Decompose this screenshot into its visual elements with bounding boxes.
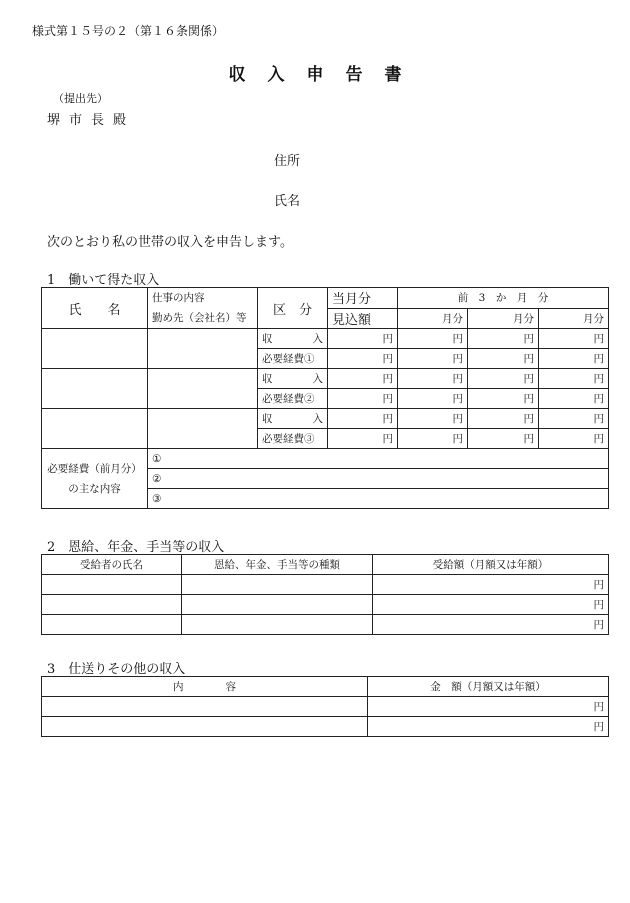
intro-text: 次のとおり私の世帯の収入を申告します。: [47, 235, 293, 250]
amount-cell[interactable]: 円: [539, 409, 609, 429]
kind-cell[interactable]: [182, 575, 373, 595]
amount-cell[interactable]: 円: [328, 389, 398, 409]
table-row: [42, 697, 609, 717]
table-row: [42, 449, 609, 469]
person-name-cell[interactable]: [42, 369, 148, 409]
expense-note-line-1: 必要経費（前月分）: [47, 462, 142, 475]
amount-cell[interactable]: 円: [539, 349, 609, 369]
recipient-cell[interactable]: [42, 575, 182, 595]
col-current-header-1: 当月分: [328, 288, 398, 309]
work-income-table: [41, 287, 609, 509]
section1-heading: 1 働いて得た収入: [47, 273, 160, 288]
income-label: 収 入: [258, 329, 328, 349]
expense-label: 必要経費②: [258, 389, 328, 409]
amount-cell[interactable]: 円: [398, 349, 468, 369]
form-number: 様式第１５号の２（第１６条関係）: [32, 24, 225, 38]
col-amount-header: 受給額（月額又は年額）: [373, 555, 609, 575]
amount-cell[interactable]: 円: [368, 697, 609, 717]
amount-cell[interactable]: 円: [468, 369, 539, 389]
recipient-cell[interactable]: [42, 615, 182, 635]
expense-label: 必要経費③: [258, 429, 328, 449]
table-row: [42, 369, 609, 389]
expense-note-cell[interactable]: ①: [148, 449, 609, 469]
expense-note-cell[interactable]: ②: [148, 469, 609, 489]
section3-heading: 3 仕送りその他の収入: [47, 662, 186, 677]
month-label: 月分: [398, 308, 468, 329]
col-recipient-header: 受給者の氏名: [42, 555, 182, 575]
month-label: 月分: [468, 308, 539, 329]
amount-cell[interactable]: 円: [368, 717, 609, 737]
expense-note-cell[interactable]: ③: [148, 489, 609, 509]
amount-cell[interactable]: 円: [328, 349, 398, 369]
expense-label: 必要経費①: [258, 349, 328, 369]
job-cell[interactable]: [148, 409, 258, 449]
content-cell[interactable]: [42, 717, 368, 737]
amount-cell[interactable]: 円: [468, 349, 539, 369]
table-row: [42, 409, 609, 429]
col-job-header-2: 勤め先（会社名）等: [152, 312, 247, 324]
table-row: [42, 329, 609, 349]
pension-table: [41, 554, 609, 635]
expense-note-label: [42, 449, 148, 509]
table-row: [42, 575, 609, 595]
amount-cell[interactable]: 円: [328, 429, 398, 449]
amount-cell[interactable]: 円: [398, 369, 468, 389]
page-title: 収入申告書: [228, 65, 424, 85]
addressee: 堺市長殿: [47, 113, 136, 128]
kind-cell[interactable]: [182, 615, 373, 635]
amount-cell[interactable]: 円: [373, 615, 609, 635]
income-label: 収 入: [258, 369, 328, 389]
col-current-header-2: 見込額: [328, 308, 398, 329]
amount-cell[interactable]: 円: [539, 429, 609, 449]
table-row: [42, 595, 609, 615]
content-cell[interactable]: [42, 697, 368, 717]
col-name-header: 氏 名: [42, 288, 148, 329]
amount-cell[interactable]: 円: [398, 329, 468, 349]
amount-cell[interactable]: 円: [373, 595, 609, 615]
table-row: [42, 717, 609, 737]
col-type-header: 区 分: [258, 288, 328, 329]
job-cell[interactable]: [148, 329, 258, 369]
amount-cell[interactable]: 円: [328, 329, 398, 349]
addressee-label: （提出先）: [53, 92, 108, 105]
person-name-cell[interactable]: [42, 409, 148, 449]
amount-cell[interactable]: 円: [468, 389, 539, 409]
income-label: 収 入: [258, 409, 328, 429]
col-content-header: 内 容: [42, 677, 368, 697]
amount-cell[interactable]: 円: [539, 329, 609, 349]
col-job-header-1: 仕事の内容: [152, 292, 205, 304]
month-label: 月分: [539, 308, 609, 329]
col-kind-header: 恩給、年金、手当等の種類: [182, 555, 373, 575]
col-amount-header: 金 額（月額又は年額）: [368, 677, 609, 697]
amount-cell[interactable]: 円: [539, 369, 609, 389]
col-job-header: [148, 288, 258, 329]
other-income-table: [41, 676, 609, 737]
amount-cell[interactable]: 円: [468, 429, 539, 449]
amount-cell[interactable]: 円: [328, 409, 398, 429]
recipient-cell[interactable]: [42, 595, 182, 615]
table-row: [42, 615, 609, 635]
amount-cell[interactable]: 円: [539, 389, 609, 409]
col-prev-header: 前 3 か 月 分: [398, 288, 609, 309]
section2-heading: 2 恩給、年金、手当等の収入: [47, 540, 225, 555]
amount-cell[interactable]: 円: [373, 575, 609, 595]
kind-cell[interactable]: [182, 595, 373, 615]
amount-cell[interactable]: 円: [468, 409, 539, 429]
job-cell[interactable]: [148, 369, 258, 409]
name-label: 氏名: [274, 194, 301, 209]
amount-cell[interactable]: 円: [398, 429, 468, 449]
amount-cell[interactable]: 円: [398, 409, 468, 429]
amount-cell[interactable]: 円: [398, 389, 468, 409]
amount-cell[interactable]: 円: [468, 329, 539, 349]
person-name-cell[interactable]: [42, 329, 148, 369]
amount-cell[interactable]: 円: [328, 369, 398, 389]
address-label: 住所: [274, 154, 301, 169]
expense-note-line-2: の主な内容: [68, 482, 121, 495]
